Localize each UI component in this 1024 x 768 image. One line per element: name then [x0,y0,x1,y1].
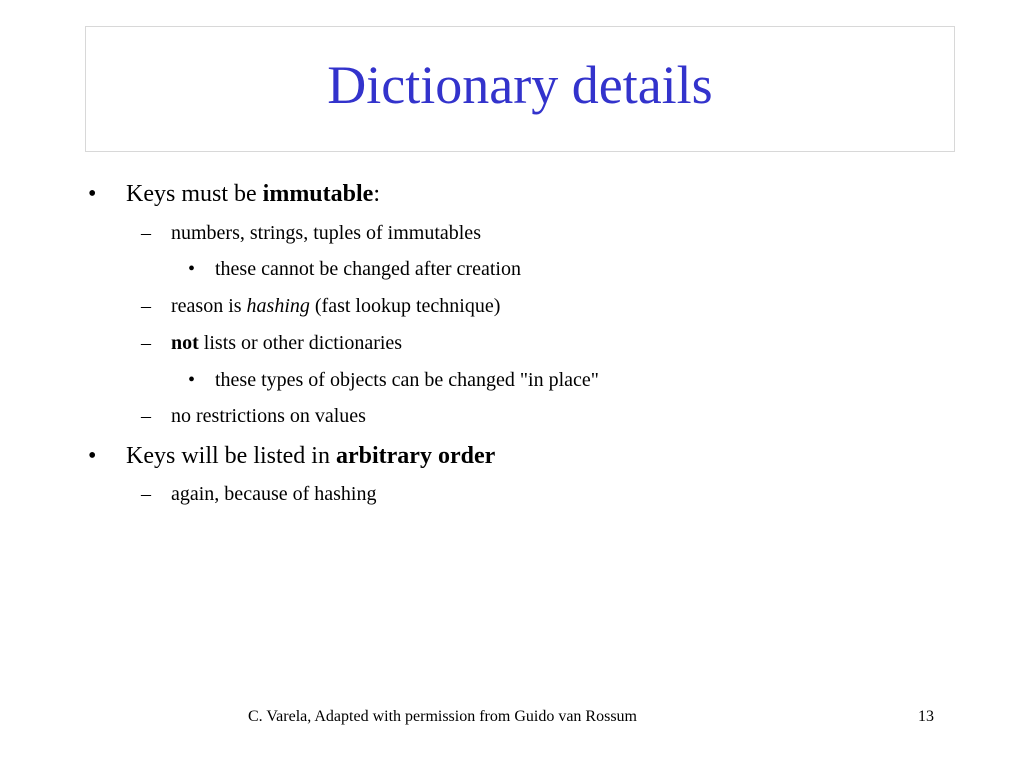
sub-sub-bullet-item: these cannot be changed after creation [215,258,521,280]
bullet-text: Keys will be listed in [126,443,336,469]
dash-marker: – [141,222,151,244]
bullet-item [126,181,380,208]
bullet-marker: • [88,181,97,207]
sub-bullet-item: numbers, strings, tuples of immutables [171,222,481,244]
bullet-marker: • [88,443,97,469]
slide-title: Dictionary details [327,55,713,115]
bullet-item [126,443,495,470]
footer-credit: C. Varela, Adapted with permission from Guido van Rossum [248,708,637,725]
bullet-text: (fast lookup technique) [309,295,501,317]
bullet-italic-text: hashing [246,295,310,317]
sub-bullet-item: no restrictions on values [171,405,366,427]
dash-marker: – [141,295,151,317]
page-number: 13 [918,708,934,725]
sub-bullet-item [171,295,500,318]
dash-marker: – [141,483,151,505]
bullet-marker: • [188,369,196,391]
bullet-bold-text: immutable [262,181,374,207]
sub-bullet-item: again, because of hashing [171,483,377,505]
bullet-text: : [373,181,380,207]
bullet-text: Keys must be [126,181,263,207]
title-box [85,26,955,152]
bullet-text: reason is [171,295,247,317]
bullet-marker: • [188,258,196,280]
dash-marker: – [141,405,151,427]
bullet-bold-text: not [171,332,199,354]
dash-marker: – [141,332,151,354]
bullet-bold-text: arbitrary order [335,443,496,469]
sub-bullet-item [171,332,402,355]
bullet-text: lists or other dictionaries [198,332,403,354]
sub-sub-bullet-item: these types of objects can be changed "in place" [215,369,599,391]
